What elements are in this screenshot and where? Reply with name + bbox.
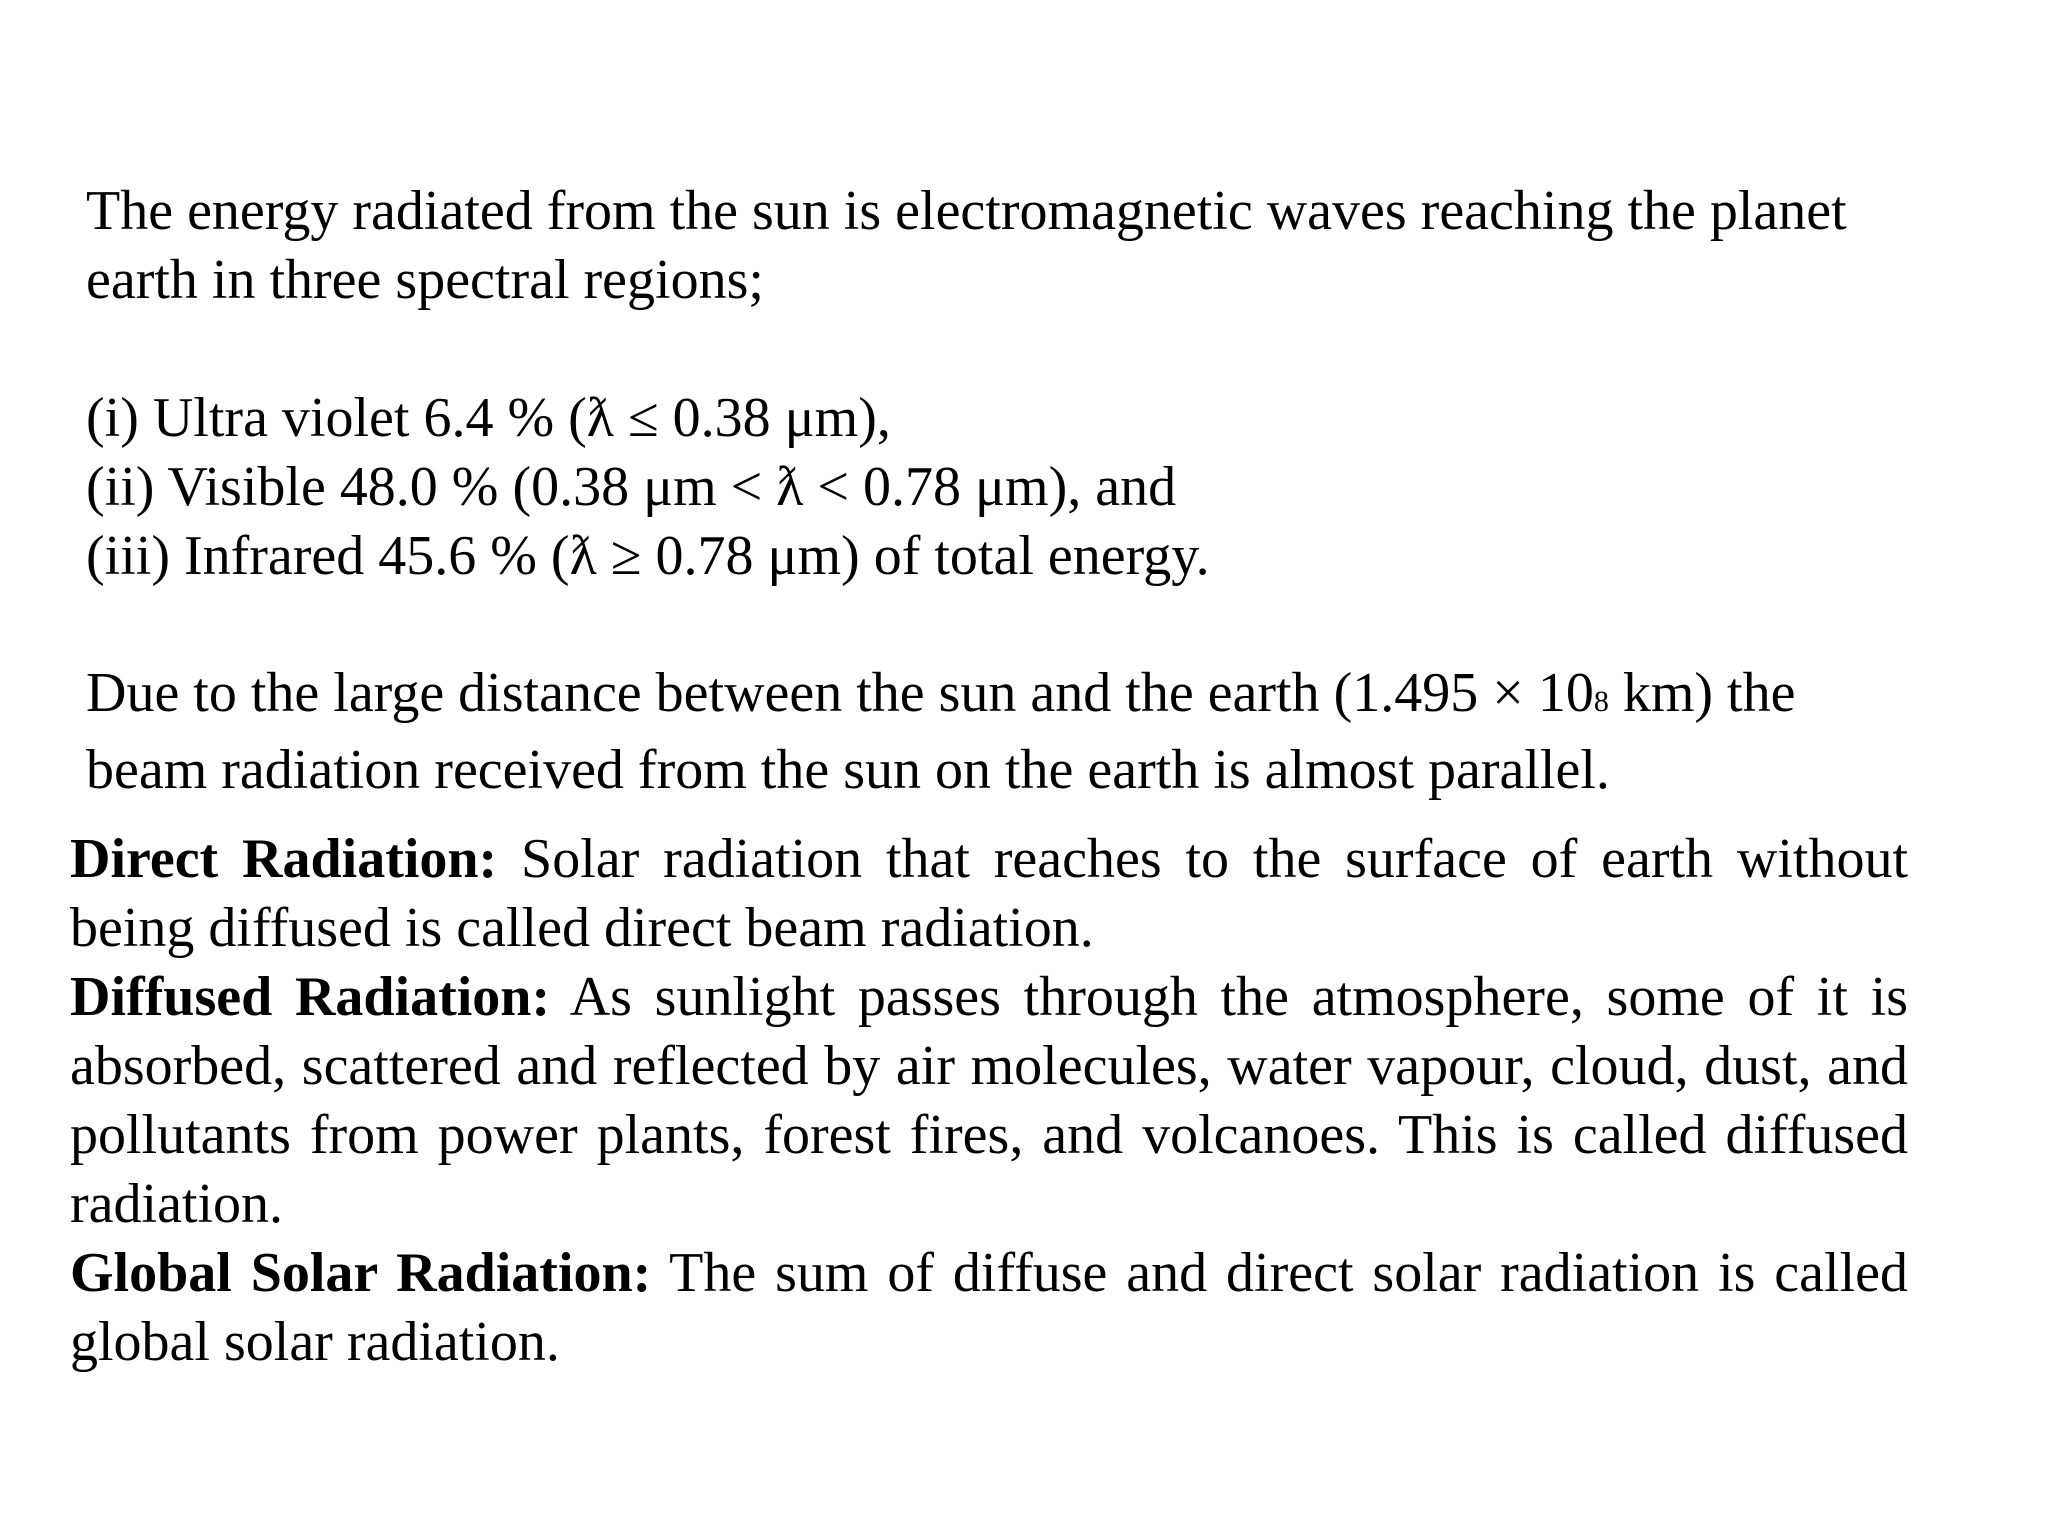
intro-paragraph: [86, 177, 1847, 315]
distance-text-after: km) the: [1608, 662, 1796, 724]
definitions: [70, 825, 1908, 1377]
region-ultraviolet: (i) Ultra violet 6.4 % (ƛ ≤ 0.38 μm),: [86, 387, 891, 449]
region-infrared: (iii) Infrared 45.6 % (ƛ ≥ 0.78 μm) of total energy.: [86, 525, 1210, 587]
region-visible: (ii) Visible 48.0 % (0.38 μm < ƛ < 0.78 μm), and: [86, 456, 1177, 518]
distance-line-1: [86, 659, 1795, 736]
definition-text: The sum of diffuse and direct solar radiation is called global solar radiation.: [70, 1242, 1908, 1373]
distance-text-before: Due to the large distance between the sun and the earth (1.495 × 10: [86, 662, 1594, 724]
definition-term: Diffused Radiation:: [70, 966, 551, 1028]
distance-exponent: 8: [1593, 685, 1609, 718]
definition-global-solar-radiation: [70, 1239, 1908, 1377]
distance-line-2: beam radiation received from the sun on the earth is almost parallel.: [86, 739, 1610, 801]
definition-term: Global Solar Radiation:: [70, 1242, 652, 1304]
definition-direct-radiation: [70, 825, 1908, 963]
distance-paragraph: [86, 659, 1795, 805]
spectral-regions-list: [86, 384, 1210, 591]
intro-line-2: earth in three spectral regions;: [86, 249, 764, 311]
definition-term: Direct Radiation:: [70, 828, 498, 890]
definition-text: Solar radiation that reaches to the surface of earth without being diffused is called direct beam radiation.: [70, 828, 1909, 959]
intro-line-1: The energy radiated from the sun is electromagnetic waves reaching the planet: [86, 180, 1847, 242]
definition-text: As sunlight passes through the atmosphere, some of it is absorbed, scattered and reflected by air molecules, water vapour, cloud, dust, and pollutants from power plants, forest fires, and volcanoes. This is called diffused radiation.: [70, 966, 1908, 1235]
definition-diffused-radiation: [70, 963, 1908, 1239]
